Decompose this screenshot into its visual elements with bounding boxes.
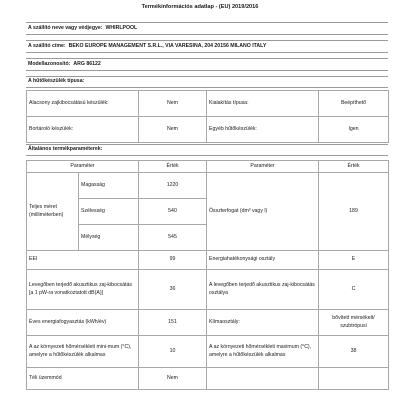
winter-mode-label: Téli üzemmód: [27, 368, 139, 390]
table-row: [27, 310, 389, 336]
low-noise-value: Nem: [139, 91, 207, 117]
other-appliance-label: Egyéb hűtőkészülék:: [207, 117, 319, 143]
supplier-name-value: WHIRLPOOL: [105, 24, 138, 31]
model-identifier-value: ARG 86122: [73, 60, 101, 67]
noise-emission-label: Levegőben terjedő akusztikus zaj-kibocsátás [a 1 pW-ra vonatkoztatott dB(A)]: [27, 270, 139, 310]
min-ambient-temp-value: 10: [139, 336, 207, 368]
eei-label: EEI: [27, 251, 139, 270]
supplier-name-row: [26, 22, 388, 35]
appliance-type-heading: [26, 76, 388, 88]
supplier-address-label: A szállító címe:: [28, 42, 66, 49]
winter-mode-value: Nem: [139, 368, 207, 390]
eei-value: 99: [139, 251, 207, 270]
energy-class-value: E: [319, 251, 389, 270]
height-label: Magasság: [79, 173, 139, 199]
width-value: 540: [139, 199, 207, 225]
general-parameters-heading: [26, 144, 388, 156]
max-ambient-temp-value: 38: [319, 336, 389, 368]
depth-label: Mélység: [79, 225, 139, 251]
design-type-value: Beépíthető: [319, 91, 389, 117]
table-row: [27, 368, 389, 390]
supplier-address-row: [26, 40, 388, 53]
annual-energy-value: 151: [139, 310, 207, 336]
height-value: 1220: [139, 173, 207, 199]
empty-cell: [207, 368, 319, 390]
noise-class-label: A levegőben terjedő akusztikus zaj-kibocsátás osztálya: [207, 270, 319, 310]
climate-class-label: Klímaosztály:: [207, 310, 319, 336]
energy-class-label: Energiahatékonysági osztály: [207, 251, 319, 270]
overall-dimensions-label: Teljes méret (milliméterben): [27, 173, 79, 251]
model-identifier-label: Modellazonosító:: [28, 60, 71, 67]
width-label: Szélesség: [79, 199, 139, 225]
supplier-address-value: BEKO EUROPE MANAGEMENT S.R.L., VIA VARESINA, 204 20156 MILANO ITALY: [68, 42, 267, 49]
header-value-2: Érték: [319, 161, 389, 173]
table-row: [27, 117, 389, 143]
table-row: [27, 251, 389, 270]
other-appliance-value: Igen: [319, 117, 389, 143]
total-volume-value: 189: [319, 173, 389, 251]
annual-energy-label: Éves energiafogyasztás (kWh/év): [27, 310, 139, 336]
noise-class-value: C: [319, 270, 389, 310]
table-row: [27, 336, 389, 368]
table-row: [27, 91, 389, 117]
sheet-title: Termékinformációs adatlap - (EU) 2019/2016: [141, 4, 259, 10]
design-type-label: Kialakítás típusa:: [207, 91, 319, 117]
header-value: Érték: [139, 161, 207, 173]
table-row: [27, 270, 389, 310]
wine-storage-label: Bortároló készülék:: [27, 117, 139, 143]
total-volume-label: Összterfogat (dm³ vagy l): [207, 173, 319, 251]
empty-cell: [319, 368, 389, 390]
low-noise-label: Alacsony zajkibocsátású készülék:: [27, 91, 139, 117]
appliance-type-table: [26, 90, 389, 143]
supplier-name-label: A szállító neve vagy védjegye:: [28, 24, 103, 31]
wine-storage-value: Nem: [139, 117, 207, 143]
general-parameters-table: [26, 160, 389, 390]
min-ambient-temp-label: A az környezeti hőmérsékleti mini-mum (°C), amelyre a hűtőkészülék alkalmas: [27, 336, 139, 368]
table-row: [27, 173, 389, 199]
max-ambient-temp-label: A az környezeti hőmérsékleti maximum (°C), amelyre a hűtőkészülék alkalmas: [207, 336, 319, 368]
appliance-type-heading-text: A hűtőkészülék típusa:: [28, 78, 85, 85]
model-identifier-row: [26, 58, 388, 71]
climate-class-value: bővített mérsékelt/ szubtrópusi: [319, 310, 389, 336]
general-parameters-heading-text: Általános termékparaméterek:: [28, 146, 103, 153]
depth-value: 545: [139, 225, 207, 251]
header-parameter: Paraméter: [27, 161, 139, 173]
header-parameter-2: Paraméter: [207, 161, 319, 173]
noise-emission-value: 36: [139, 270, 207, 310]
table-header-row: [27, 161, 389, 173]
